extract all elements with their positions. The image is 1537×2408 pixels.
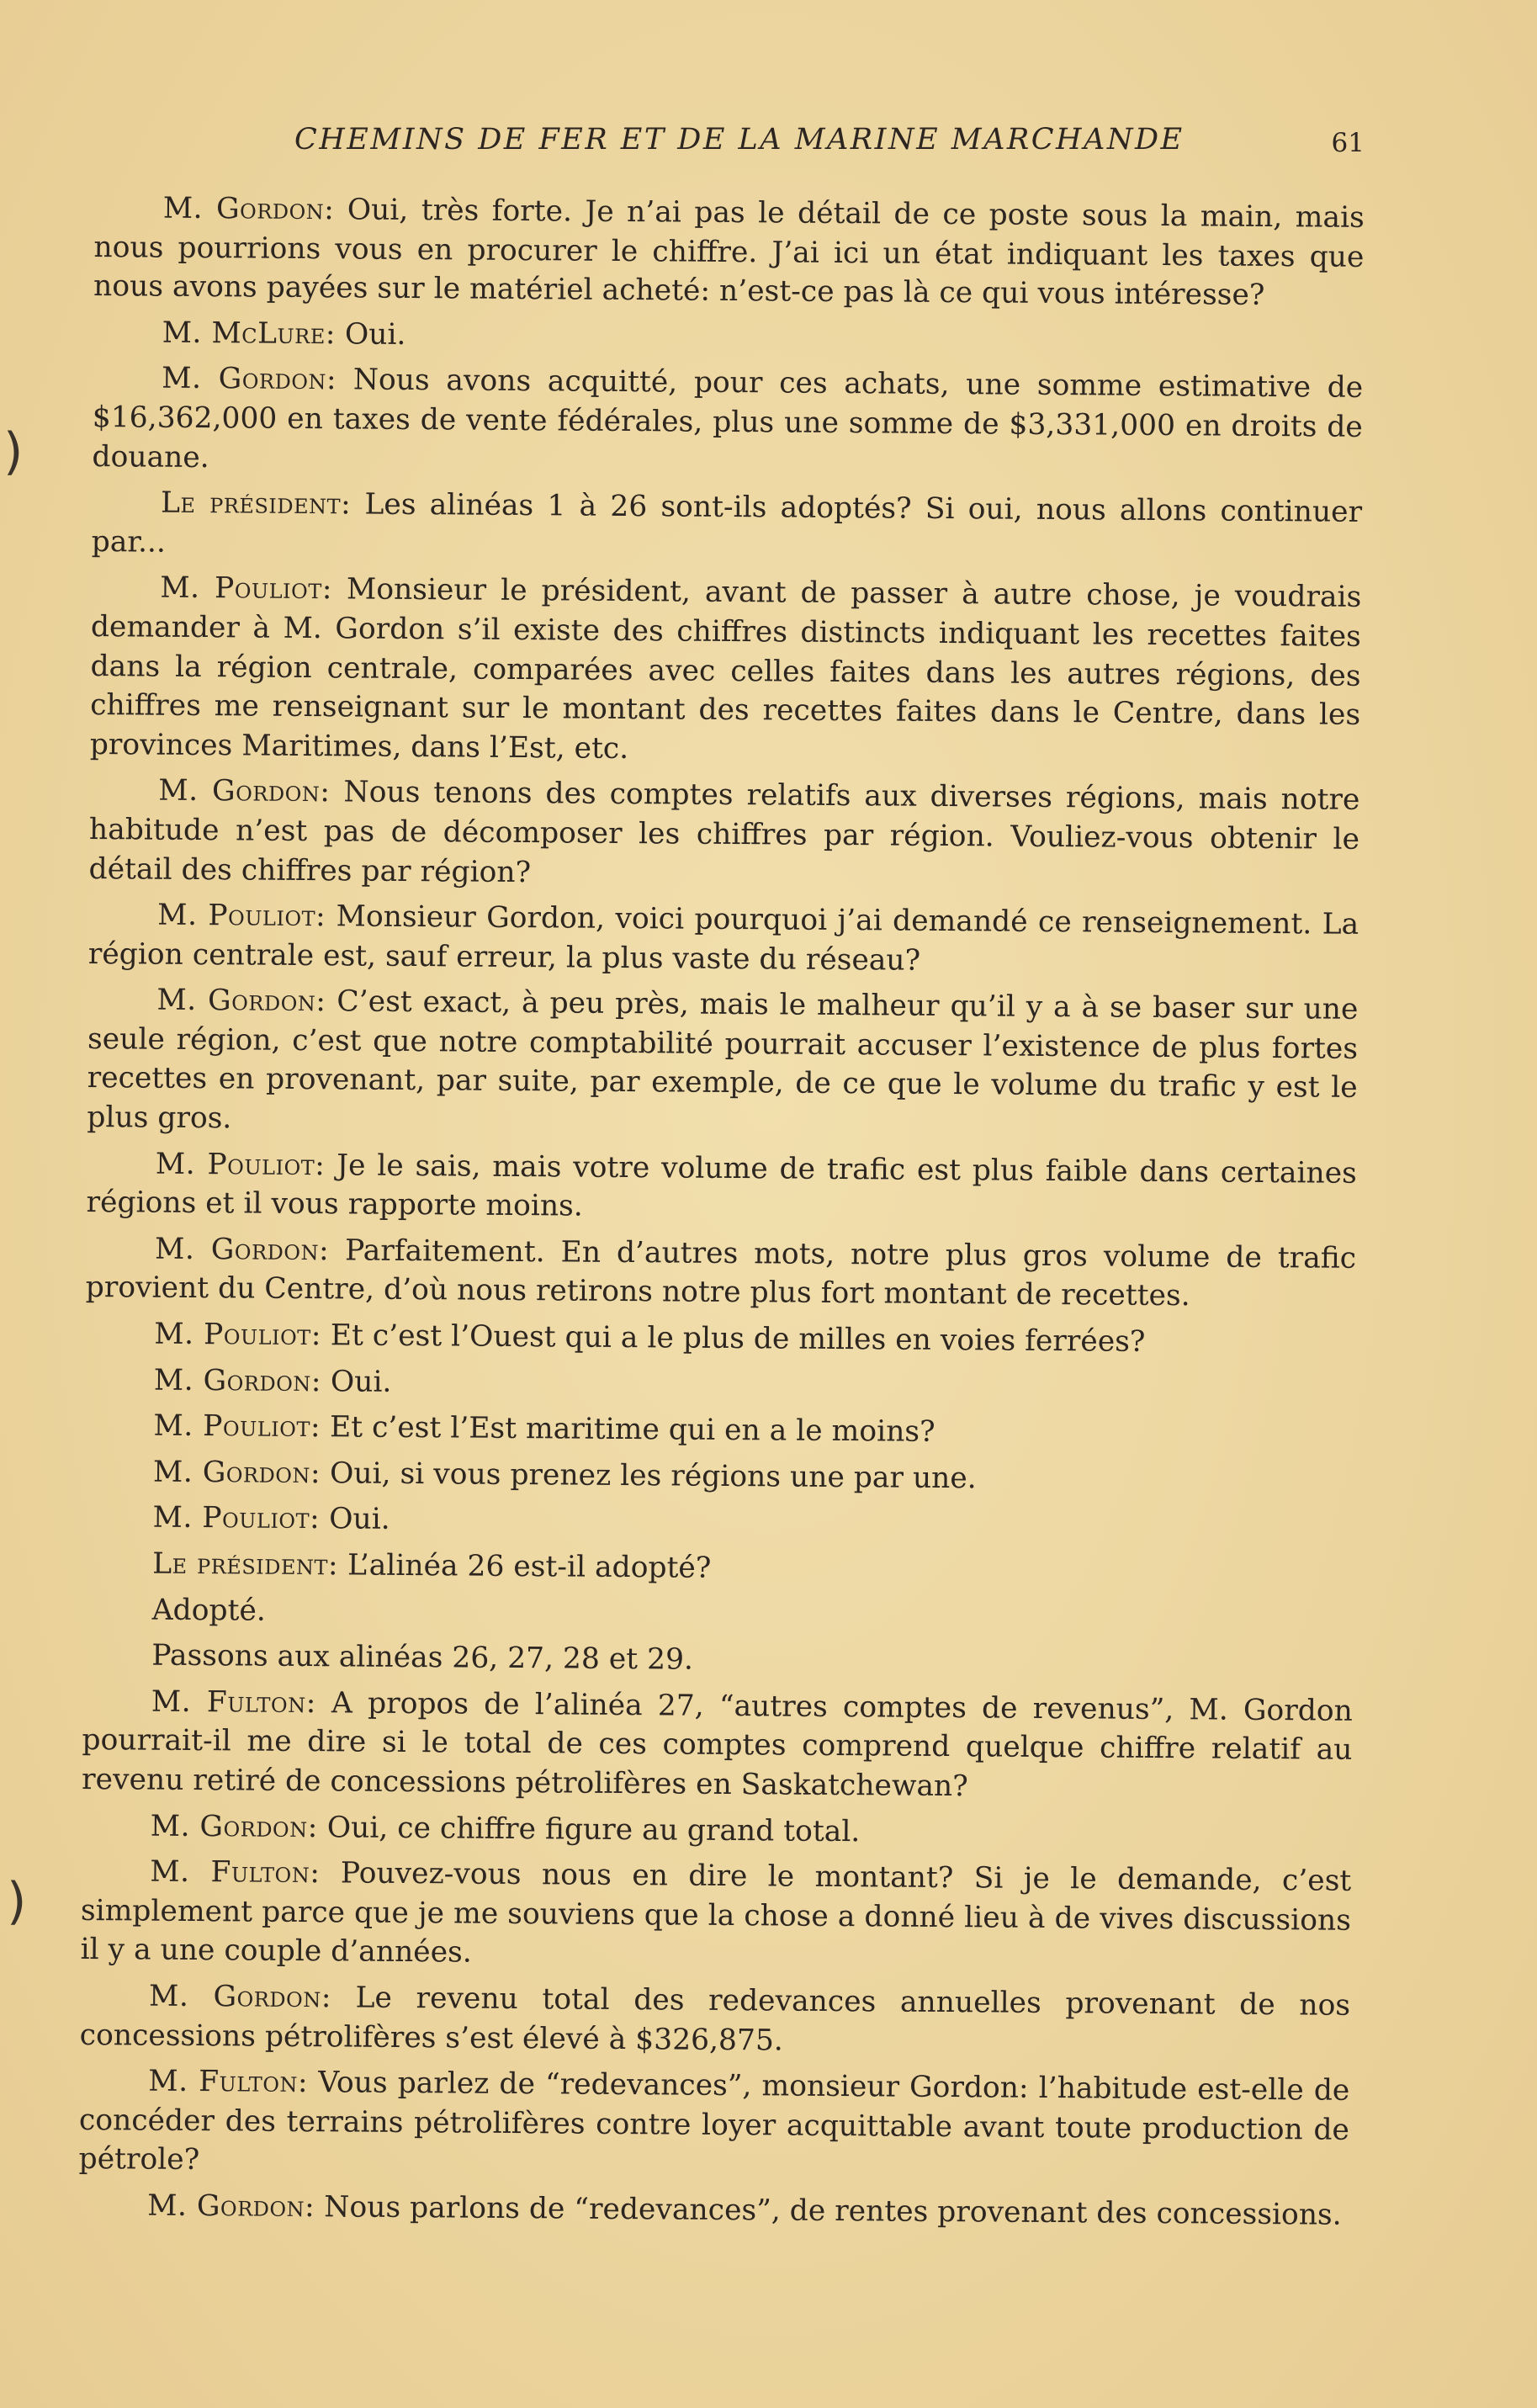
speaker-name: M. Gordon: bbox=[153, 1363, 322, 1398]
paragraph bbox=[78, 2186, 1349, 2235]
paragraph bbox=[82, 1636, 1353, 1684]
paragraph-text: Nous tenons des comptes relatifs aux diverses régions, mais notre habitude n’est pas de décomposer les chiffres par région. Vouliez-vous obtenir le détail des chiffres par région? bbox=[88, 775, 1360, 889]
paragraph bbox=[87, 980, 1358, 1147]
paragraph-text: A propos de l’alinéa 27, “autres comptes de revenus”, M. Gordon pourrait-il me dire si le total de ces comptes comprend quelque chiffre relatif au revenu retiré de concessions pétrolifères en Saskatchewan? bbox=[81, 1686, 1354, 1804]
speaker-name: M. Gordon: bbox=[158, 773, 331, 809]
speaker-name: M. Fulton: bbox=[151, 1684, 316, 1720]
speaker-name: M. Gordon: bbox=[154, 1232, 330, 1268]
paragraph-text: Adopté. bbox=[151, 1593, 266, 1628]
paragraph-text: Oui, si vous prenez les régions une par une. bbox=[329, 1456, 977, 1496]
paragraph bbox=[92, 358, 1363, 486]
paragraph-text: Oui. bbox=[344, 317, 406, 352]
paragraph bbox=[86, 1144, 1357, 1233]
paragraph-text: C’est exact, à peu près, mais le malheur qu’il y a à se baser sur une seule région, c’est que notre comptabilité pourrait accuser l’existence de plus fortes recettes en provenant, par suite, par exemple, de ce que le volume du trafic y est le plus gros. bbox=[87, 984, 1359, 1136]
speaker-name: Le président: bbox=[152, 1546, 339, 1583]
body-text bbox=[78, 188, 1365, 2241]
paragraph-text: Nous parlons de “redevances”, de rentes provenant des concessions. bbox=[324, 2190, 1342, 2232]
paragraph bbox=[82, 1682, 1353, 1810]
speaker-name: M. Gordon: bbox=[162, 191, 335, 227]
paragraph bbox=[80, 1852, 1351, 1980]
paragraph bbox=[78, 2061, 1349, 2189]
speaker-name: M. Fulton: bbox=[148, 2064, 309, 2100]
paragraph-text: Et c’est l’Est maritime qui en a le moins? bbox=[329, 1410, 935, 1450]
paragraph-text: L’alinéa 26 est-il adopté? bbox=[347, 1548, 712, 1585]
speaker-name: M. Gordon: bbox=[162, 362, 337, 397]
paragraph-text: Pouvez-vous nous en dire le montant? Si je le demande, c’est simplement parce que je me souviens que la chose a donné lieu à de vives discussions il y a une couple d’années. bbox=[80, 1856, 1352, 1970]
running-title: CHEMINS DE FER ET DE LA MARINE MARCHANDE bbox=[294, 123, 1185, 156]
speaker-name: M. Pouliot: bbox=[153, 1408, 321, 1445]
paragraph-text: Nous avons acquitté, pour ces achats, une somme estimative de $16,362,000 en taxes de vente fédérales, plus une somme de $3,331,000 en droits de douane. bbox=[92, 363, 1364, 475]
speaker-name: M. Pouliot: bbox=[160, 570, 333, 607]
margin-bracket-mark: ) bbox=[7, 1872, 27, 1931]
speaker-name: M. Gordon: bbox=[148, 1979, 332, 2015]
speaker-name: M. Pouliot: bbox=[155, 1147, 326, 1182]
paragraph-text: Et c’est l’Ouest qui a le plus de milles en voies ferrées? bbox=[330, 1318, 1146, 1359]
speaker-name: M. Pouliot: bbox=[152, 1501, 321, 1536]
speaker-name: M. Gordon: bbox=[152, 1455, 321, 1490]
paragraph-text: Oui. bbox=[330, 1364, 392, 1399]
speaker-name: M. Gordon: bbox=[150, 1809, 318, 1844]
paragraph bbox=[93, 188, 1365, 316]
paragraph-text: Je le sais, mais votre volume de trafic est plus faible dans certaines régions et il vous rapporte moins. bbox=[86, 1148, 1358, 1223]
paragraph bbox=[83, 1590, 1354, 1639]
paragraph bbox=[86, 1229, 1357, 1318]
paragraph bbox=[85, 1314, 1355, 1363]
paragraph-text: Vous parlez de “redevances”, monsieur Gordon: l’habitude est-elle de concéder des terrains pétrolifères contre loyer acquittable avant toute production de pétrole? bbox=[78, 2066, 1350, 2177]
paragraph bbox=[90, 568, 1362, 774]
speaker-name: M. Pouliot: bbox=[154, 1317, 322, 1353]
page-header bbox=[94, 123, 1365, 165]
paragraph bbox=[84, 1452, 1354, 1501]
paragraph-text: Oui, très forte. Je n’ai pas le détail de ce poste sous la main, mais nous pourrions vous en procurer le chiffre. J’ai ici un état indiquant les taxes que nous avons payées sur le matériel acheté: n’est-ce pas là ce qui vous intéresse? bbox=[93, 193, 1365, 313]
speaker-name: M. Gordon: bbox=[156, 983, 326, 1019]
paragraph bbox=[88, 771, 1359, 899]
paragraph bbox=[82, 1806, 1352, 1855]
paragraph-text: Monsieur le président, avant de passer à autre chose, je voudrais demander à M. Gordon s’il existe des chiffres distincts indiquant les recettes faites dans la région centrale, comparées avec celles faites dans les autres régions, des chiffres me renseignant sur le montant des recettes faites dans le Centre, dans les provinces Maritimes, dans l’Est, etc. bbox=[89, 572, 1362, 766]
speaker-name: M. Pouliot: bbox=[157, 898, 326, 934]
speaker-name: Le président: bbox=[160, 485, 352, 522]
page-number: 61 bbox=[1331, 128, 1365, 158]
paragraph bbox=[92, 483, 1363, 571]
paragraph bbox=[83, 1498, 1354, 1546]
speaker-name: M. McLure: bbox=[162, 316, 337, 352]
paragraph bbox=[84, 1406, 1354, 1455]
paragraph-text: Parfaitement. En d’autres mots, notre plus gros volume de trafic provient du Centre, d’où nous retirons notre plus fort montant de recettes. bbox=[85, 1233, 1357, 1313]
paragraph-text: Oui, ce chiffre figure au grand total. bbox=[326, 1810, 861, 1848]
paragraph bbox=[80, 1976, 1351, 2065]
paragraph-text: Passons aux alinéas 26, 27, 28 et 29. bbox=[151, 1638, 694, 1677]
margin-bracket-mark: ) bbox=[3, 422, 24, 481]
paragraph bbox=[85, 1360, 1355, 1409]
paragraph bbox=[88, 895, 1359, 984]
paragraph bbox=[93, 313, 1363, 362]
speaker-name: M. Fulton: bbox=[150, 1854, 321, 1891]
paragraph bbox=[83, 1544, 1354, 1593]
paragraph-text: Oui. bbox=[329, 1502, 390, 1537]
paragraph-text: Le revenu total des redevances annuelles provenant de nos concessions pétrolifères s’est élevé à $326,875. bbox=[79, 1981, 1351, 2058]
speaker-name: M. Gordon: bbox=[147, 2188, 315, 2225]
paragraph-text: Monsieur Gordon, voici pourquoi j’ai demandé ce renseignement. La région centrale est, sauf erreur, la plus vaste du réseau? bbox=[87, 899, 1359, 978]
paragraph-text: Les alinéas 1 à 26 sont-ils adoptés? Si oui, nous allons continuer par... bbox=[91, 487, 1363, 560]
